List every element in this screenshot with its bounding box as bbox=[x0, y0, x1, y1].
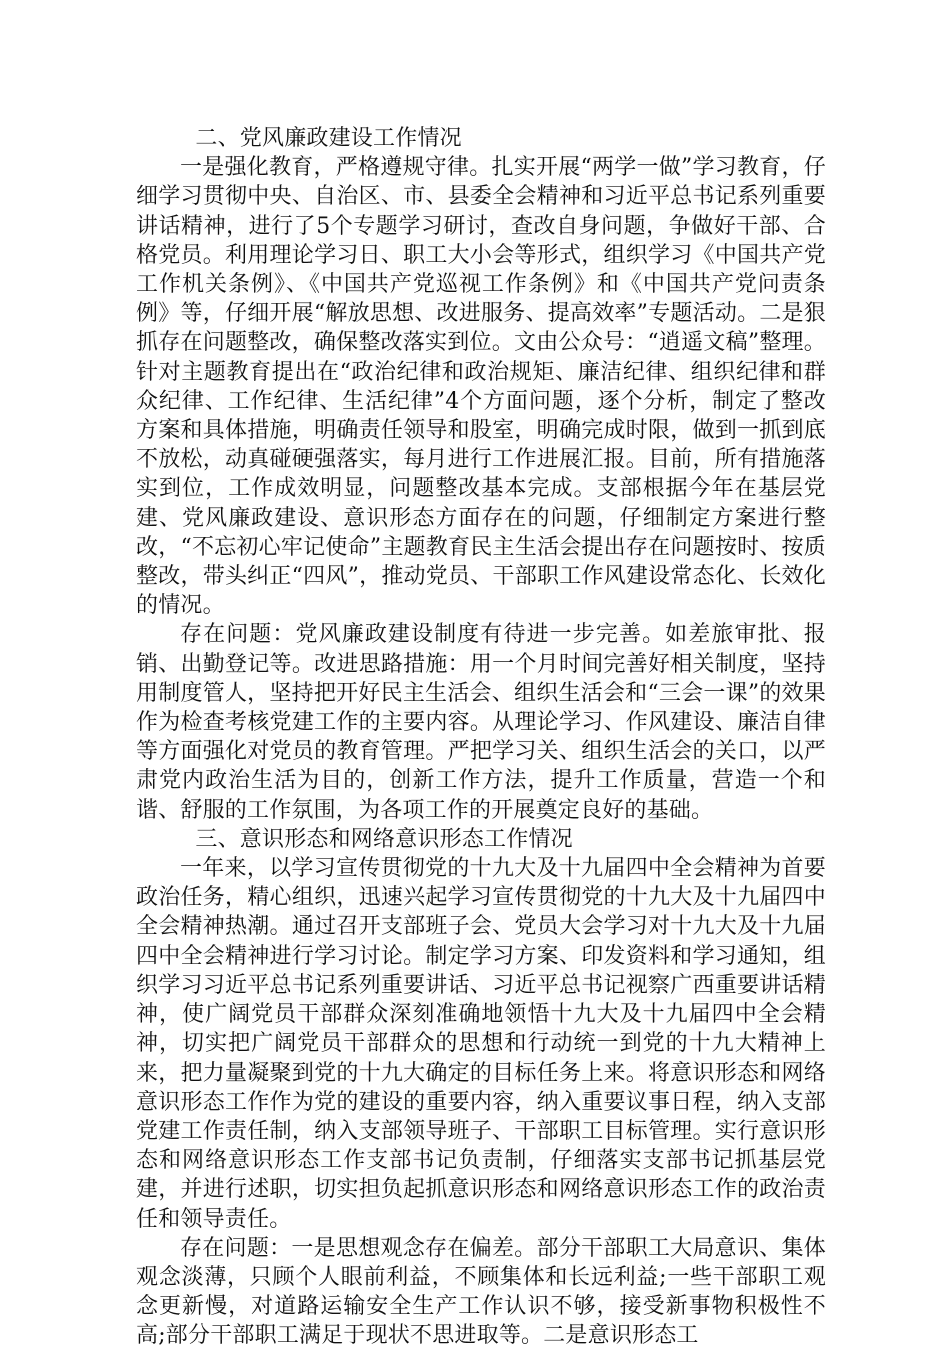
paragraph-ideology-work: 一年来，以学习宣传贯彻党的十九大及十九届四中全会精神为首要政治任务，精心组织，迅速兴起学习宣传贯彻党的十九大及十九届四中全会精神热潮。通过召开支部班子会、党员大会学习对十九大及十九届四中全会精神进行学习讨论。制定学习方案、印发资料和学习通知，组织学习习近平总书记系列重要讲话、习近平总书记视察广西重要讲话精神，使广阔党员干部群众深刻准确地领悟十九大及十九届四中全会精神，切实把广阔党员干部群众的思想和行动统一到党的十九大精神上来，把力量凝聚到党的十九大确定的目标任务上来。将意识形态和网络意识形态工作作为党的建设的重要内容，纳入重要议事日程，纳入支部党建工作责任制，纳入支部领导班子、干部职工目标管理。实行意识形态和网络意识形态工作支部书记负责制，仔细落实支部书记抓基层党建，并进行述职，切实担负起抓意识形态和网络意识形态工作的政治责任和领导责任。 bbox=[136, 856, 826, 1232]
paragraph-problems-measures: 存在问题：党风廉政建设制度有待进一步完善。如差旅审批、报销、出勤登记等。改进思路措施：用一个月时间完善好相关制度，坚持用制度管人，坚持把开好民主生活会、组织生活会和“三会一课”的效果作为检查考核党建工作的主要内容。从理论学习、作风建设、廉洁自律等方面强化对党员的教育管理。严把学习关、组织生活会的关口，以严肃党内政治生活为目的，创新工作方法，提升工作质量，营造一个和谐、舒服的工作氛围，为各项工作的开展奠定良好的基础。 bbox=[136, 622, 826, 823]
document-page bbox=[136, 124, 826, 1351]
section-heading-party-conduct: 二、党风廉政建设工作情况 bbox=[195, 126, 462, 151]
section-heading-ideology: 三、意识形态和网络意识形态工作情况 bbox=[195, 826, 573, 852]
paragraph-education-rectification: 一是强化教育，严格遵规守律。扎实开展“两学一做”学习教育，仔细学习贯彻中央、自治区、市、县委全会精神和习近平总书记系列重要讲话精神，进行了5个专题学习研讨，查改自身问题，争做好干部、合格党员。利用理论学习日、职工大小会等形式，组织学习《中国共产党工作机关条例》、《中国共产党巡视工作条例》和《中国共产党问责条例》等，仔细开展“解放思想、改进服务、提高效率”专题活动。二是狠抓存在问题整改，确保整改落实到位。文由公众号：“逍遥文稿”整理。针对主题教育提出在“政治纪律和政治规矩、廉洁纪律、组织纪律和群众纪律、工作纪律、生活纪律”4个方面问题，逐个分析，制定了整改方案和具体措施，明确责任领导和股室，明确完成时限，做到一抓到底不放松，动真碰硬强落实，每月进行工作进展汇报。目前，所有措施落实到位，工作成效明显，问题整改基本完成。支部根据今年在基层党建、党风廉政建设、意识形态方面存在的问题，仔细制定方案进行整改，“不忘初心牢记使命”主题教育民主生活会提出存在问题按时、按质整改，带头纠正“四风”，推动党员、干部职工作风建设常态化、长效化的情况。 bbox=[136, 155, 826, 619]
paragraph-ideology-problems: 存在问题：一是思想观念存在偏差。部分干部职工大局意识、集体观念淡薄，只顾个人眼前利益，不顾集体和长远利益;一些干部职工观念更新慢，对道路运输安全生产工作认识不够，接受新事物积极性不高;部分干部职工满足于现状不思进取等。二是意识形态工 bbox=[136, 1235, 826, 1349]
